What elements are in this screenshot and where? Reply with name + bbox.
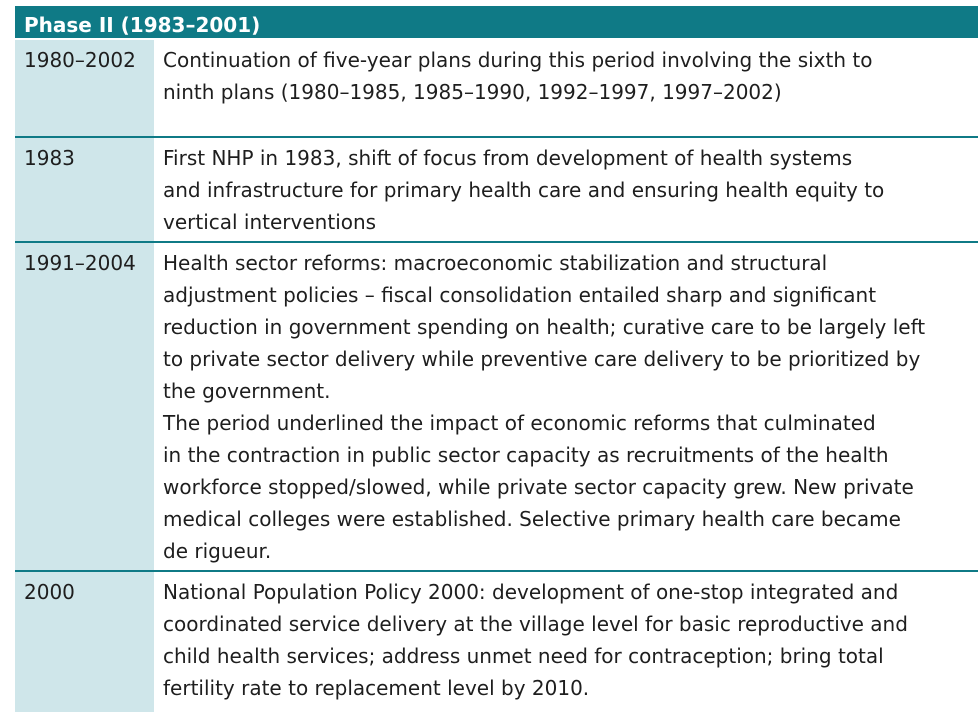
text-line: and infrastructure for primary health care and ensuring health equity to: [163, 178, 885, 202]
text-line: reduction in government spending on health; curative care to be largely left: [163, 315, 926, 339]
text-line: child health services; address unmet need for contraception; bring total: [163, 644, 884, 668]
text-line: Health sector reforms: macroeconomic stabilization and structural: [163, 251, 828, 275]
text-line: coordinated service delivery at the village level for basic reproductive and: [163, 612, 908, 636]
page-left-margin: [0, 0, 15, 672]
text-line: National Population Policy 2000: development of one-stop integrated and: [163, 580, 899, 604]
description-cell: [154, 243, 978, 570]
date-cell: 1991–2004: [15, 243, 154, 570]
text-line: the government.: [163, 379, 331, 403]
table-row: [15, 572, 978, 712]
text-line: ninth plans (1980–1985, 1985–1990, 1992–1997, 1997–2002): [163, 80, 782, 104]
text-line: fertility rate to replacement level by 2010.: [163, 676, 590, 700]
table-row: [15, 40, 978, 138]
table-row: [15, 138, 978, 243]
policy-timeline-table: [15, 6, 978, 700]
text-line: First NHP in 1983, shift of focus from development of health systems: [163, 146, 853, 170]
description-cell: [154, 40, 978, 136]
text-line: Continuation of five-year plans during this period involving the sixth to: [163, 48, 873, 72]
table-row: [15, 243, 978, 572]
text-line: in the contraction in public sector capacity as recruitments of the health: [163, 443, 889, 467]
date-cell: 1980–2002: [15, 40, 154, 136]
description-cell: [154, 572, 978, 712]
phase-header: Phase II (1983–2001): [15, 6, 978, 40]
text-line: vertical interventions: [163, 210, 377, 234]
description-cell: [154, 138, 978, 241]
date-cell: 2000: [15, 572, 154, 712]
text-line: The period underlined the impact of economic reforms that culminated: [163, 411, 876, 435]
text-line: workforce stopped/slowed, while private sector capacity grew. New private: [163, 475, 914, 499]
text-line: medical colleges were established. Selective primary health care became: [163, 507, 901, 531]
date-cell: 1983: [15, 138, 154, 241]
text-line: adjustment policies – fiscal consolidation entailed sharp and significant: [163, 283, 877, 307]
text-line: to private sector delivery while preventive care delivery to be prioritized by: [163, 347, 921, 371]
text-line: de rigueur.: [163, 539, 272, 563]
